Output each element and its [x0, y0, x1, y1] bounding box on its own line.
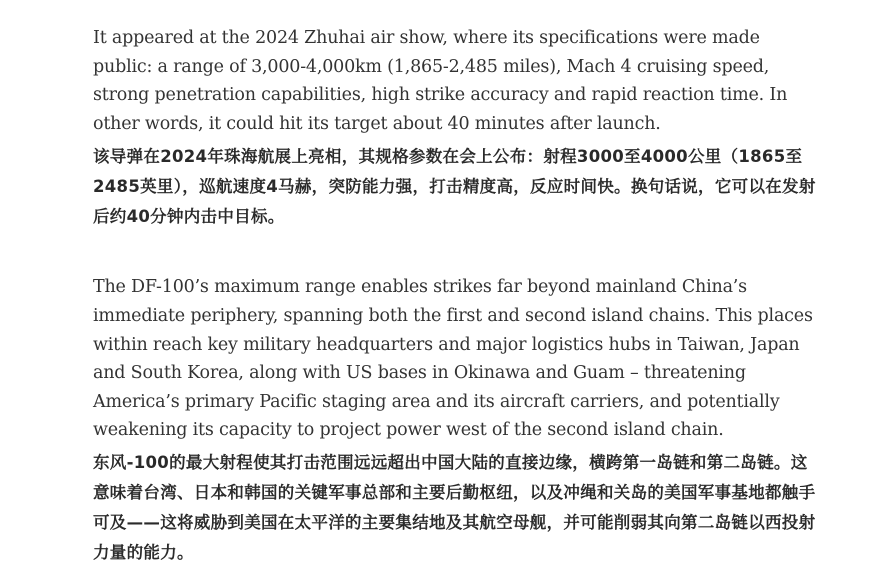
paragraph-chinese-translation: 该导弹在2024年珠海航展上亮相，其规格参数在会上公布：射程3000至4000公里（1865至2485英里），巡航速度4马赫，突防能力强，打击精度高，反应时间快。换句话说，它可以在发射后约40分钟内击中目标。 [93, 147, 816, 227]
paragraph-english: It appeared at the 2024 Zhuhai air show, where its specifications were made public: a range of 3,000-4,000km (1,865-2,485 miles), Mach 4 cruising speed, strong penetration capabilities, high strike accuracy and rapid reaction time. In other words, it could hit its target about 40 minutes after launch. [93, 28, 788, 134]
paragraph-chinese-translation: 东风-100的最大射程使其打击范围远远超出中国大陆的直接边缘，横跨第一岛链和第二岛链。这意味着台湾、日本和韩国的关键军事总部和主要后勤枢纽，以及冲绳和关岛的美国军事基地都触手可及——这将威胁到美国在太平洋的主要集结地及其航空母舰，并可能削弱其向第二岛链以西投射力量的能力。 [93, 452, 816, 562]
paragraph-english: The DF-100’s maximum range enables strikes far beyond mainland China’s immediate periphery, spanning both the first and second island chains. This places within reach key military headquarters and major logistics hubs in Taiwan, Japan and South Korea, along with US bases in Okinawa and Guam – threatening America’s primary Pacific staging area and its aircraft carriers, and potentially weakening its capacity to project power west of the second island chain. [93, 277, 813, 441]
article-body [93, 24, 823, 568]
